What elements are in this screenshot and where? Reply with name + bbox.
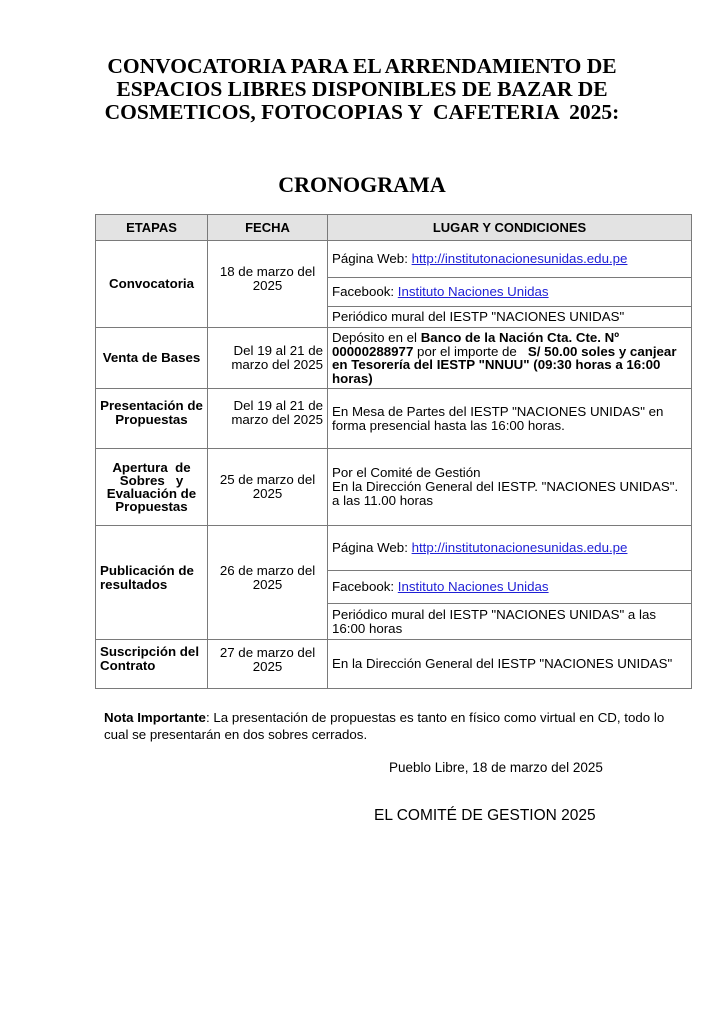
lugar-cell: En Mesa de Partes del IESTP "NACIONES UNIDAS" en forma presencial hasta las 16:00 horas. — [328, 389, 692, 449]
header-fecha: FECHA — [208, 215, 328, 241]
comite-text: Por el Comité de Gestión — [332, 465, 481, 480]
etapa-cell: Venta de Bases — [96, 328, 208, 389]
lugar-cell — [328, 328, 692, 389]
cronograma-table — [95, 214, 692, 689]
lugar-cell — [328, 278, 692, 307]
fecha-cell: Del 19 al 21 de marzo del 2025 — [208, 328, 328, 389]
fecha-cell: Del 19 al 21 de marzo del 2025 — [208, 389, 328, 449]
signature: EL COMITÉ DE GESTION 2025 — [374, 807, 596, 824]
lugar-cell: Periódico mural del IESTP "NACIONES UNIDAS" — [328, 307, 692, 328]
header-lugar: LUGAR Y CONDICIONES — [328, 215, 692, 241]
cuenta-bancaria: Banco de la Nación Cta. Cte. Nº 00000288977 — [332, 330, 620, 359]
nota-importante — [104, 709, 684, 743]
facebook-label: Facebook: — [332, 579, 398, 594]
lugar-cell: Periódico mural del IESTP "NACIONES UNIDAS" a las 16:00 horas — [328, 604, 692, 640]
facebook-link[interactable]: Instituto Naciones Unidas — [397, 579, 549, 594]
web-link[interactable]: http://institutonacionesunidas.edu.pe — [411, 540, 628, 555]
etapa-cell: Suscripción del Contrato — [96, 640, 208, 689]
direccion-text: En la Dirección General del IESTP. "NACIONES UNIDAS". a las 11.00 horas — [332, 479, 679, 508]
importe-text: por el importe de — [413, 343, 528, 359]
document-title — [60, 55, 664, 124]
table-row — [96, 241, 692, 278]
nota-label: Nota Importante — [104, 710, 206, 725]
table-row — [96, 640, 692, 689]
header-etapas: ETAPAS — [96, 215, 208, 241]
web-link[interactable]: http://institutonacionesunidas.edu.pe — [411, 251, 628, 266]
subtitle: CRONOGRAMA — [278, 172, 446, 197]
etapa-cell: Apertura de Sobres y Evaluación de Propuestas — [96, 449, 208, 526]
deposito-text: Depósito en el — [332, 330, 421, 345]
importe-canje: S/ 50.00 soles y canjear en Tesorería del IESTP "NNUU" (09:30 horas a 16:00 horas) — [332, 343, 677, 386]
nota-text: : La presentación de propuestas es tanto en físico como virtual en CD, todo lo cual se presentarán en dos sobres cerrados. — [104, 710, 665, 742]
table-row — [96, 328, 692, 389]
place-date: Pueblo Libre, 18 de marzo del 2025 — [389, 760, 603, 775]
lugar-cell — [328, 449, 692, 526]
title-line-2: ESPACIOS LIBRES DISPONIBLES DE BAZAR DE — [116, 77, 608, 101]
title-line-3: COSMETICOS, FOTOCOPIAS Y CAFETERIA 2025: — [104, 100, 620, 124]
fecha-cell: 25 de marzo del 2025 — [208, 449, 328, 526]
etapa-cell: Publicación de resultados — [96, 526, 208, 640]
etapa-cell: Presentación de Propuestas — [96, 389, 208, 449]
web-label: Página Web: — [332, 251, 412, 266]
fecha-cell: 26 de marzo del 2025 — [208, 526, 328, 640]
table-row — [96, 449, 692, 526]
fecha-cell: 18 de marzo del 2025 — [208, 241, 328, 328]
title-line-1: CONVOCATORIA PARA EL ARRENDAMIENTO DE — [107, 54, 617, 78]
table-row — [96, 389, 692, 449]
fecha-cell: 27 de marzo del 2025 — [208, 640, 328, 689]
table-row — [96, 526, 692, 571]
facebook-label: Facebook: — [332, 284, 398, 299]
etapa-cell: Convocatoria — [96, 241, 208, 328]
lugar-cell: En la Dirección General del IESTP "NACIONES UNIDAS" — [328, 640, 692, 689]
web-label: Página Web: — [332, 540, 412, 555]
lugar-cell — [328, 241, 692, 278]
lugar-cell — [328, 571, 692, 604]
table-header-row — [96, 215, 692, 241]
lugar-cell — [328, 526, 692, 571]
facebook-link[interactable]: Instituto Naciones Unidas — [397, 284, 549, 299]
